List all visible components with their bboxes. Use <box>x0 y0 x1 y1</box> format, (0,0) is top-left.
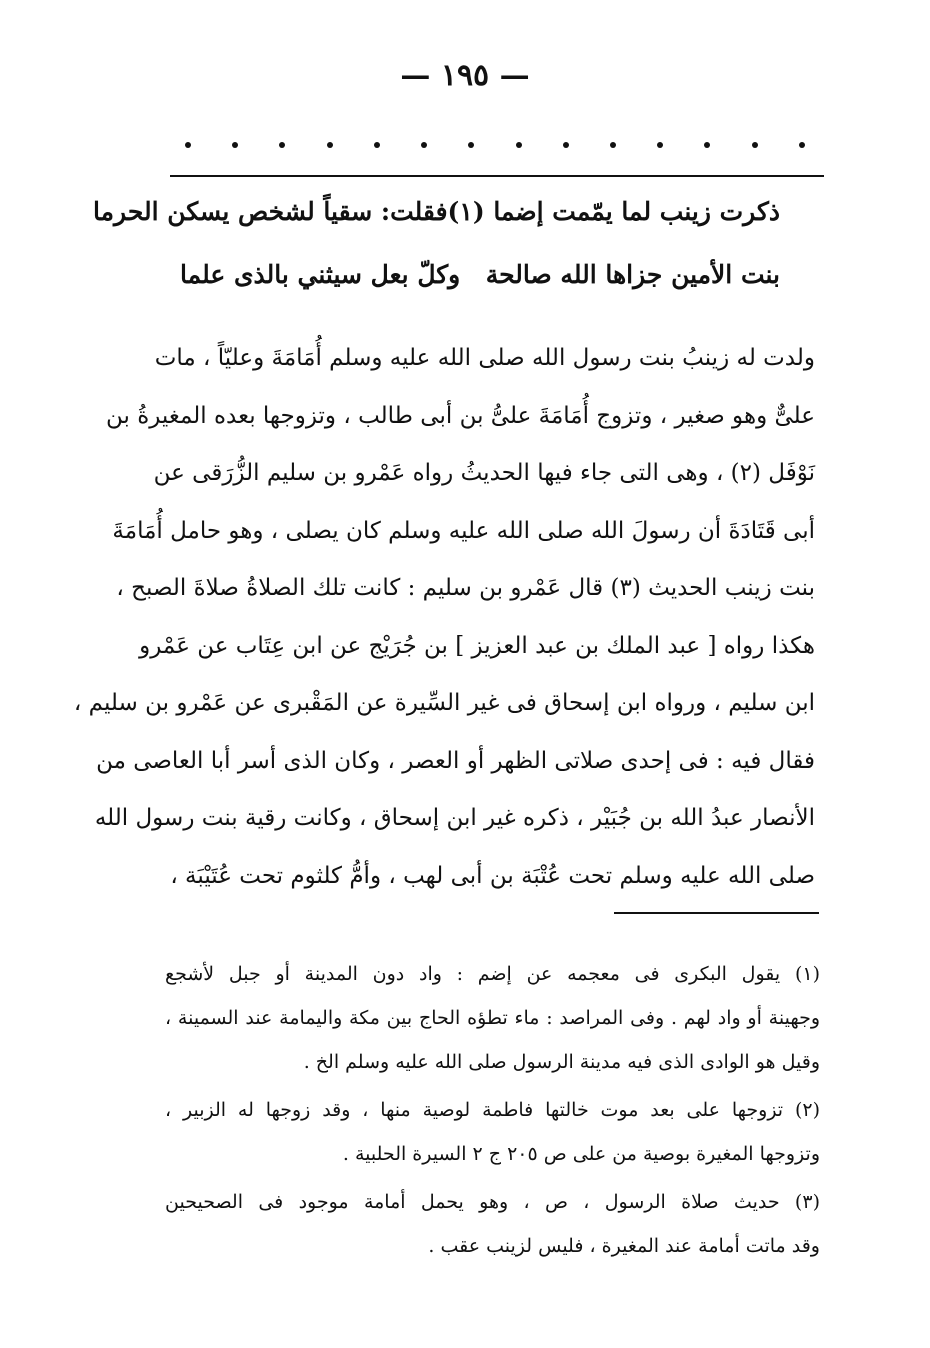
footnote-1 <box>165 952 820 1084</box>
footnote-line: وجهينة أو واد لهم . وفى المراصد : ماء تطؤه الحاج بين مكة واليمامة عند السمينة ، <box>165 1007 820 1029</box>
ornament-dot <box>516 142 522 148</box>
poem-hemistich-first: ذكرت زينب لما يمّمت إضما (١) <box>447 197 780 226</box>
paragraph-line: ابن سليم ، ورواه ابن إسحاق فى غير السِّيرة عن المَقْبرى عن عَمْرو بن سليم ، <box>73 690 815 716</box>
paragraph-line: صلى الله عليه وسلم تحت عُتْبَة بن أبى لهب ، وأمُّ كلثوم تحت عُتَيْبَة ، <box>170 862 815 889</box>
poem-hemistich-second: فقلت: سقياً لشخص يسكن الحرما <box>93 197 448 226</box>
ornament-dot <box>232 142 238 148</box>
poem-hemistich-second: وكلّ بعل سيثني بالذى علما <box>180 260 461 289</box>
ornament-dot <box>468 142 474 148</box>
ornament-dot <box>657 142 663 148</box>
footnote-line: وقد ماتت أمامة عند المغيرة ، فليس لزينب عقب . <box>428 1235 820 1257</box>
page-number: — ١٩٥ — <box>400 58 530 93</box>
footnote-line: (٣) حديث صلاة الرسول ، ص ، وهو يحمل أمامة موجود فى الصحيحين <box>165 1191 820 1213</box>
footnote-line: وقيل هو الوادى الذى فيه مدينة الرسول صلى الله عليه وسلم الخ . <box>303 1051 820 1073</box>
paragraph-line: نَوْفَل (٢) ، وهى التى جاء فيها الحديثُ رواه عَمْرو بن سليم الزُّرَقى عن <box>153 460 815 486</box>
paragraph-line: بنت زينب الحديث (٣) قال عَمْرو بن سليم : كانت تلك الصلاةُ صلاةَ الصبح ، <box>116 575 815 601</box>
ornament-dot <box>279 142 285 148</box>
paragraph-line: فقال فيه : فى إحدى صلاتى الظهر أو العصر ، وكان الذى أسر أبا العاصى من <box>96 747 815 774</box>
ornament-dot <box>704 142 710 148</box>
footnote-line: وتزوجها المغيرة بوصية من على ص ٢٠٥ ج ٢ السيرة الحلبية . <box>342 1143 820 1165</box>
footnote-line: (٢) تزوجها على بعد موت خالتها فاطمة لوصية منها ، وقد زوجها له الزبير ، <box>165 1099 820 1121</box>
ornament-dot <box>563 142 569 148</box>
poem-verse <box>180 255 780 295</box>
footnotes-section <box>165 952 820 1272</box>
paragraph-line: أبى قَتَادَةَ أن رسولَ الله صلى الله عليه وسلم كان يصلى ، وهو حامل أُمَامَةَ <box>112 517 815 544</box>
poem-hemistich-first: بنت الأمين جزاها الله صالحة <box>485 260 780 289</box>
ornament-dot <box>374 142 380 148</box>
footnote-line: (١) يقول البكرى فى معجمه عن إضم : واد دون المدينة أو جبل لأشجع <box>165 963 820 985</box>
paragraph-line: ولدت له زينبُ بنت رسول الله صلى الله عليه وسلم أُمَامَةَ وعليّاً ، مات <box>154 345 815 371</box>
ornament-dot <box>799 142 805 148</box>
header-divider <box>170 175 824 177</box>
ornament-dot <box>610 142 616 148</box>
ornament-dot <box>327 142 333 148</box>
ornament-dot <box>421 142 427 148</box>
footnote-3 <box>165 1180 820 1268</box>
footnote-2 <box>165 1088 820 1176</box>
main-paragraph <box>73 330 815 905</box>
ornament-dot <box>752 142 758 148</box>
poem-verse <box>93 192 780 232</box>
paragraph-line: علىٌّ وهو صغير ، وتزوج أُمَامَةَ علىُّ بن أبى طالب ، وتزوجها بعده المغيرةُ بن <box>105 402 815 429</box>
paragraph-line: هكذا رواه [ عبد الملك بن عبد العزيز ] بن جُرَيْج عن ابن عِتَاب عن عَمْرو <box>139 632 815 659</box>
ornament-dots-row <box>185 142 805 148</box>
ornament-dot <box>185 142 191 148</box>
footnote-divider <box>614 912 819 914</box>
paragraph-line: الأنصار عبدُ الله بن جُبَيْر ، ذكره غير ابن إسحاق ، وكانت رقية بنت رسول الله <box>94 805 815 831</box>
